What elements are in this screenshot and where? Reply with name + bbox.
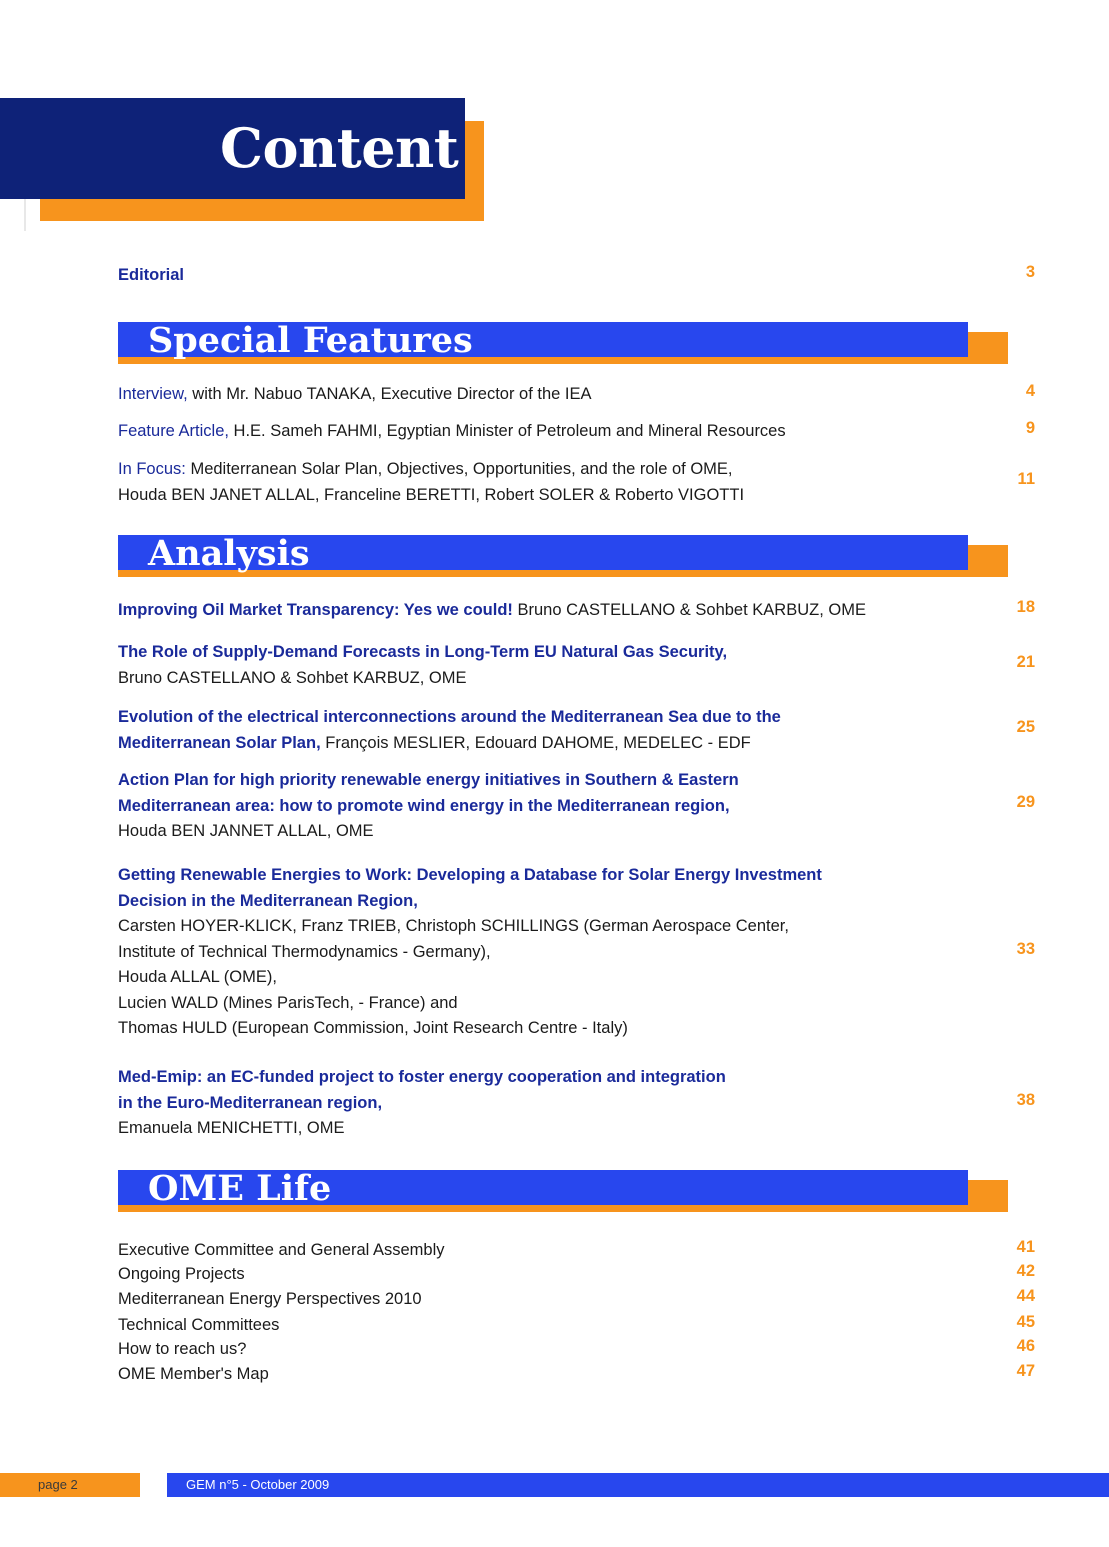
toc-entry[interactable] bbox=[118, 1065, 938, 1142]
entry-authors: Thomas HULD (European Commission, Joint Research Centre - Italy) bbox=[118, 1019, 628, 1037]
entry-highlight: The Role of Supply-Demand Forecasts in Long-Term EU Natural Gas Security, bbox=[118, 643, 728, 661]
page-number: 45 bbox=[1016, 1313, 1035, 1331]
section-title: Special Features bbox=[118, 322, 968, 357]
footer-page-number: page 2 bbox=[0, 1473, 140, 1497]
page-number: 44 bbox=[1016, 1287, 1035, 1305]
entry-authors: Houda BEN JANET ALLAL, Franceline BERETTI, Robert SOLER & Roberto VIGOTTI bbox=[118, 485, 745, 504]
entry-highlight: Improving Oil Market Transparency: Yes we could! bbox=[118, 601, 513, 619]
entry-text: François MESLIER, Edouard DAHOME, MEDELEC - EDF bbox=[320, 733, 751, 752]
toc-entry[interactable] bbox=[118, 598, 958, 624]
page-number: 9 bbox=[1025, 419, 1035, 437]
entry-highlight: in the Euro-Mediterranean region, bbox=[118, 1093, 383, 1112]
entry-authors: Institute of Technical Thermodynamics - Germany), bbox=[118, 942, 491, 961]
toc-entry-editorial[interactable] bbox=[118, 263, 938, 289]
page-number: 42 bbox=[1016, 1262, 1035, 1280]
entry-authors: Bruno CASTELLANO & Sohbet KARBUZ, OME bbox=[118, 668, 467, 687]
page-title: Content bbox=[0, 98, 465, 199]
page-number: 3 bbox=[1025, 263, 1035, 281]
entry-authors: Houda ALLAL (OME), bbox=[118, 968, 277, 986]
page-number: 18 bbox=[1016, 598, 1035, 616]
toc-entry[interactable] bbox=[118, 1362, 938, 1387]
entry-text: Executive Committee and General Assembly bbox=[118, 1241, 445, 1259]
entry-highlight: Getting Renewable Energies to Work: Developing a Database for Solar Energy Investment bbox=[118, 866, 822, 884]
entry-authors: Lucien WALD (Mines ParisTech, - France) and bbox=[118, 993, 458, 1012]
page-number: 11 bbox=[1017, 470, 1035, 488]
toc-entry[interactable] bbox=[118, 1313, 938, 1338]
entry-highlight: Mediterranean Solar Plan, bbox=[118, 733, 321, 752]
footer-issue: GEM n°5 - October 2009 bbox=[167, 1473, 1109, 1497]
toc-entry[interactable] bbox=[118, 419, 938, 445]
entry-highlight: Decision in the Mediterranean Region, bbox=[118, 891, 418, 910]
editorial-label: Editorial bbox=[118, 266, 185, 284]
page-number: 33 bbox=[1016, 940, 1035, 958]
page-number: 25 bbox=[1016, 718, 1035, 736]
toc-entry[interactable] bbox=[118, 457, 938, 508]
page-number: 41 bbox=[1016, 1238, 1035, 1256]
page-number: 29 bbox=[1016, 793, 1035, 811]
entry-highlight: Med-Emip: an EC-funded project to foster energy cooperation and integration bbox=[118, 1068, 726, 1086]
entry-text: Mediterranean Energy Perspectives 2010 bbox=[118, 1290, 422, 1308]
section-header-analysis bbox=[118, 535, 1008, 577]
entry-text: Mediterranean Solar Plan, Objectives, Opportunities, and the role of OME, bbox=[185, 460, 733, 478]
page-number: 4 bbox=[1025, 382, 1035, 400]
toc-entry[interactable] bbox=[118, 1262, 938, 1287]
page-number: 21 bbox=[1016, 653, 1035, 671]
entry-text: Technical Committees bbox=[118, 1316, 280, 1334]
toc-entry[interactable] bbox=[118, 1238, 938, 1263]
entry-text: How to reach us? bbox=[118, 1340, 247, 1358]
toc-entry[interactable] bbox=[118, 863, 938, 1042]
entry-highlight: Mediterranean area: how to promote wind energy in the Mediterranean region, bbox=[118, 796, 730, 815]
title-divider bbox=[24, 199, 26, 231]
entry-text: H.E. Sameh FAHMI, Egyptian Minister of Petroleum and Mineral Resources bbox=[228, 422, 786, 440]
toc-entry[interactable] bbox=[118, 768, 938, 845]
entry-text: Bruno CASTELLANO & Sohbet KARBUZ, OME bbox=[512, 601, 866, 619]
entry-text: with Mr. Nabuo TANAKA, Executive Director of the IEA bbox=[187, 385, 592, 403]
toc-entry[interactable] bbox=[118, 1337, 938, 1362]
entry-highlight: Interview, bbox=[118, 385, 188, 403]
page-number: 47 bbox=[1016, 1362, 1035, 1380]
section-header-ome-life bbox=[118, 1170, 1008, 1212]
entry-text: OME Member's Map bbox=[118, 1365, 269, 1383]
page-number: 38 bbox=[1016, 1091, 1035, 1109]
section-title: OME Life bbox=[118, 1170, 968, 1205]
entry-highlight: Evolution of the electrical interconnections around the Mediterranean Sea due to the bbox=[118, 708, 781, 726]
entry-authors: Houda BEN JANNET ALLAL, OME bbox=[118, 822, 374, 840]
toc-entry[interactable] bbox=[118, 640, 938, 691]
toc-entry[interactable] bbox=[118, 1287, 938, 1312]
entry-authors: Emanuela MENICHETTI, OME bbox=[118, 1119, 345, 1137]
entry-text: Ongoing Projects bbox=[118, 1265, 245, 1283]
toc-entry[interactable] bbox=[118, 705, 938, 756]
entry-highlight: Action Plan for high priority renewable energy initiatives in Southern & Eastern bbox=[118, 771, 739, 789]
page-number: 46 bbox=[1016, 1337, 1035, 1355]
section-title: Analysis bbox=[118, 535, 968, 570]
entry-authors: Carsten HOYER-KLICK, Franz TRIEB, Christoph SCHILLINGS (German Aerospace Center, bbox=[118, 917, 789, 935]
entry-highlight: In Focus: bbox=[118, 460, 186, 478]
section-header-special-features bbox=[118, 322, 1008, 364]
toc-entry[interactable] bbox=[118, 382, 938, 408]
entry-highlight: Feature Article, bbox=[118, 422, 229, 440]
